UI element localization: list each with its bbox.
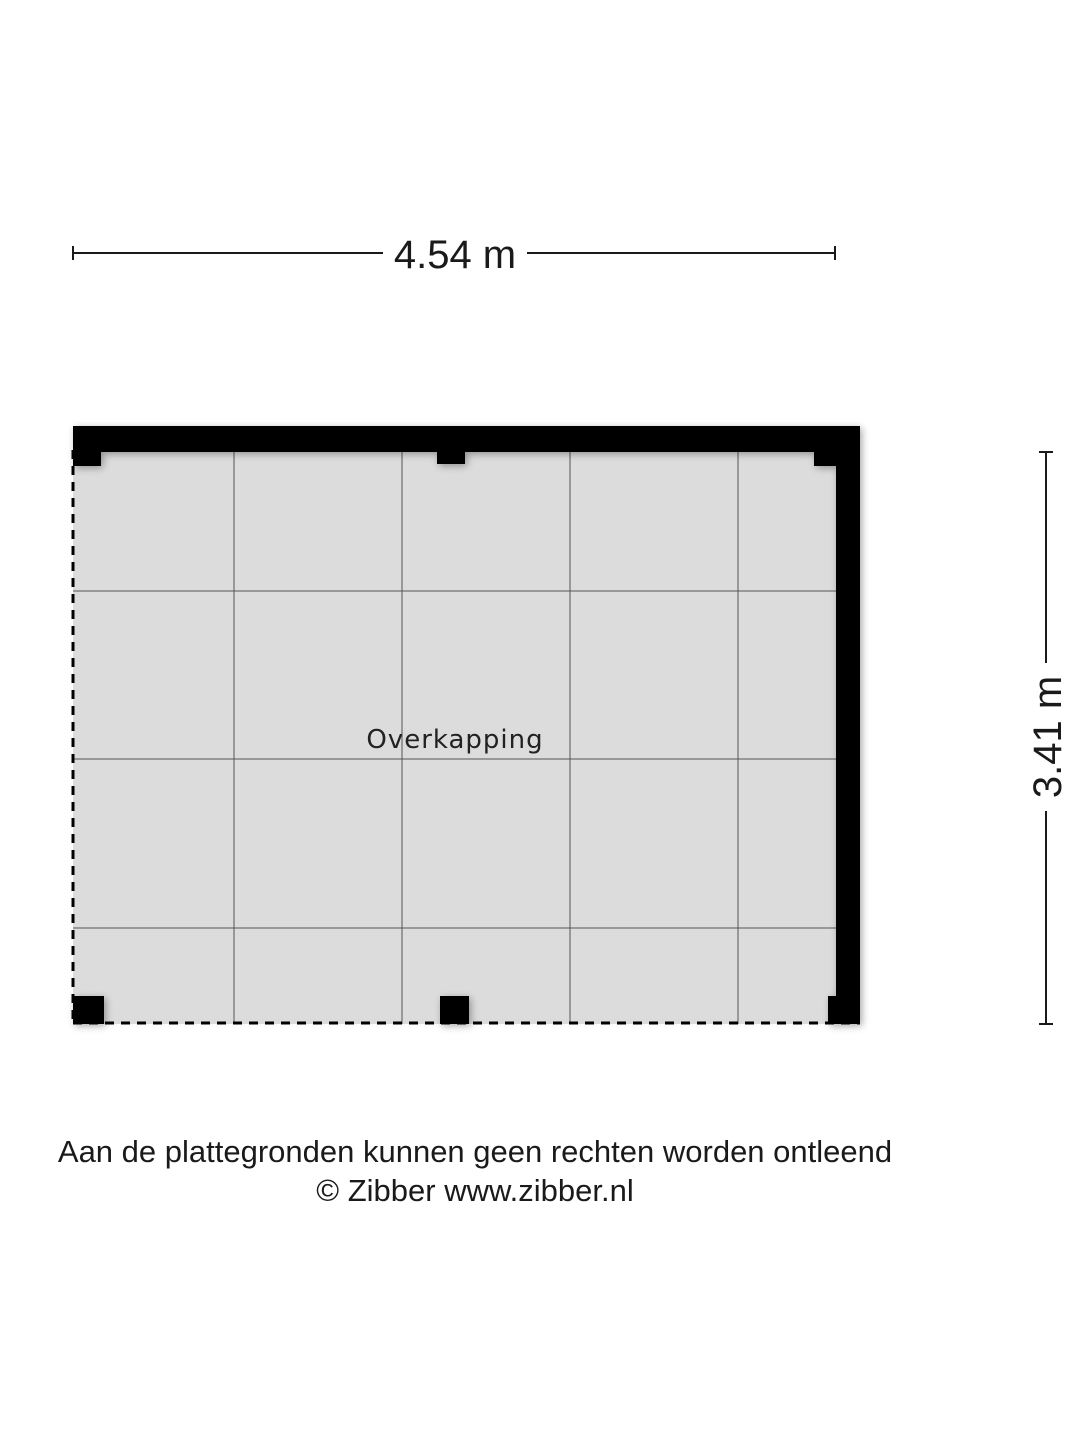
disclaimer-text: Aan de plattegronden kunnen geen rechten worden ontleend	[57, 1134, 893, 1169]
post-top-left	[73, 450, 101, 466]
post-bottom-right	[828, 996, 860, 1024]
post-bottom-middle	[440, 996, 469, 1024]
width-dimension-label: 4.54 m	[393, 233, 517, 277]
post-top-right	[814, 450, 838, 466]
wall-top	[73, 426, 860, 452]
room-overkapping	[73, 426, 860, 1024]
wall-right	[836, 426, 860, 1024]
room-label: Overkapping	[366, 725, 544, 755]
post-bottom-left	[73, 996, 104, 1024]
height-dimension	[1026, 452, 1070, 1024]
copyright-text: © Zibber www.zibber.nl	[316, 1173, 634, 1208]
height-dimension-label: 3.41 m	[1026, 675, 1070, 799]
width-dimension	[73, 233, 835, 277]
post-top-middle	[437, 450, 465, 464]
